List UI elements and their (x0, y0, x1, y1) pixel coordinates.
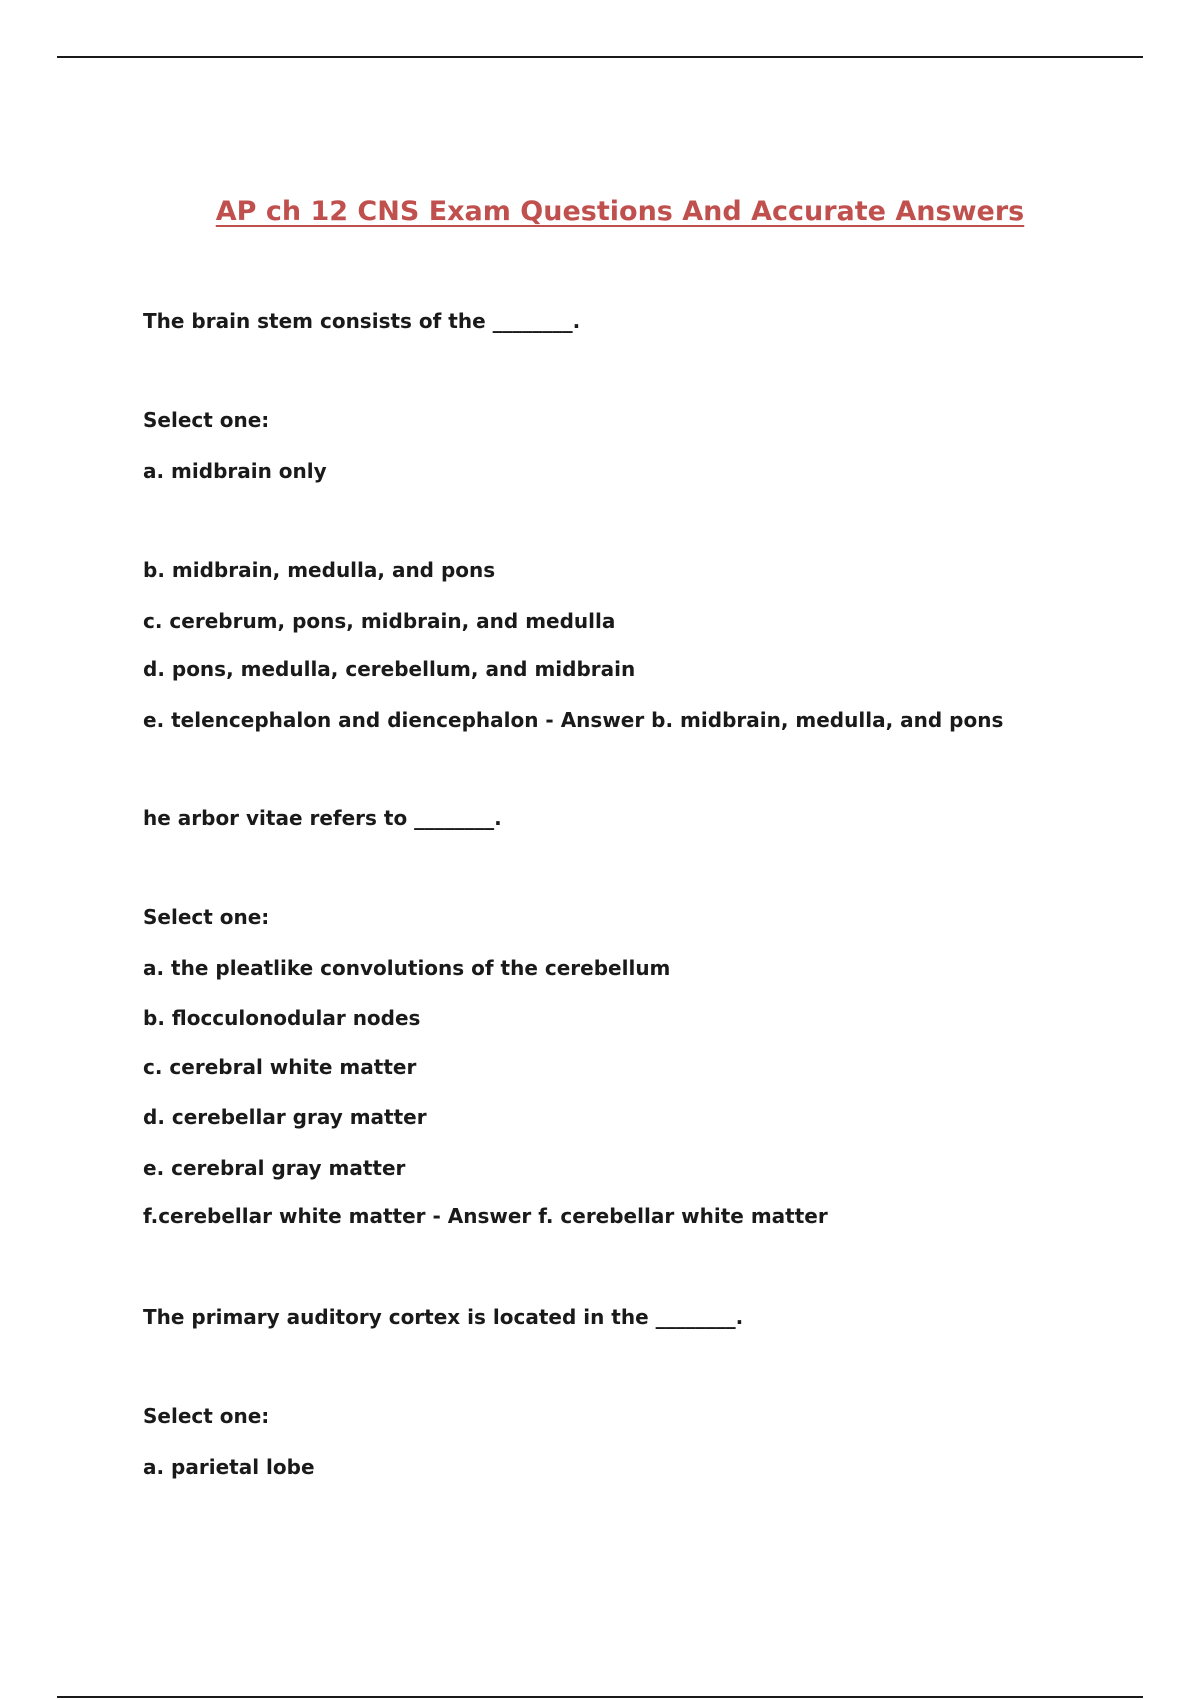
answer-option: a. the pleatlike convolutions of the cerebellum (143, 956, 671, 980)
answer-option: d. cerebellar gray matter (143, 1105, 427, 1129)
answer-option-with-key: e. telencephalon and diencephalon - Answer b. midbrain, medulla, and pons (143, 708, 1004, 732)
answer-option: c. cerebral white matter (143, 1055, 417, 1079)
answer-option: b. midbrain, medulla, and pons (143, 558, 496, 582)
answer-option: b. flocculonodular nodes (143, 1006, 421, 1030)
answer-option: e. cerebral gray matter (143, 1156, 406, 1180)
answer-option: a. midbrain only (143, 459, 327, 483)
answer-option: c. cerebrum, pons, midbrain, and medulla (143, 609, 616, 633)
footer-rule (57, 1696, 1143, 1698)
header-rule (57, 56, 1143, 58)
answer-option: d. pons, medulla, cerebellum, and midbrain (143, 657, 636, 681)
question-prompt: The primary auditory cortex is located in the ________. (143, 1305, 744, 1329)
answer-option-with-key: f.cerebellar white matter - Answer f. cerebellar white matter (143, 1204, 828, 1228)
answer-option: a. parietal lobe (143, 1455, 315, 1479)
question-prompt: The brain stem consists of the ________. (143, 309, 581, 333)
question-prompt: he arbor vitae refers to ________. (143, 806, 502, 830)
select-label: Select one: (143, 905, 270, 929)
select-label: Select one: (143, 1404, 270, 1428)
document-title: AP ch 12 CNS Exam Questions And Accurate Answers (215, 196, 1025, 227)
select-label: Select one: (143, 408, 270, 432)
